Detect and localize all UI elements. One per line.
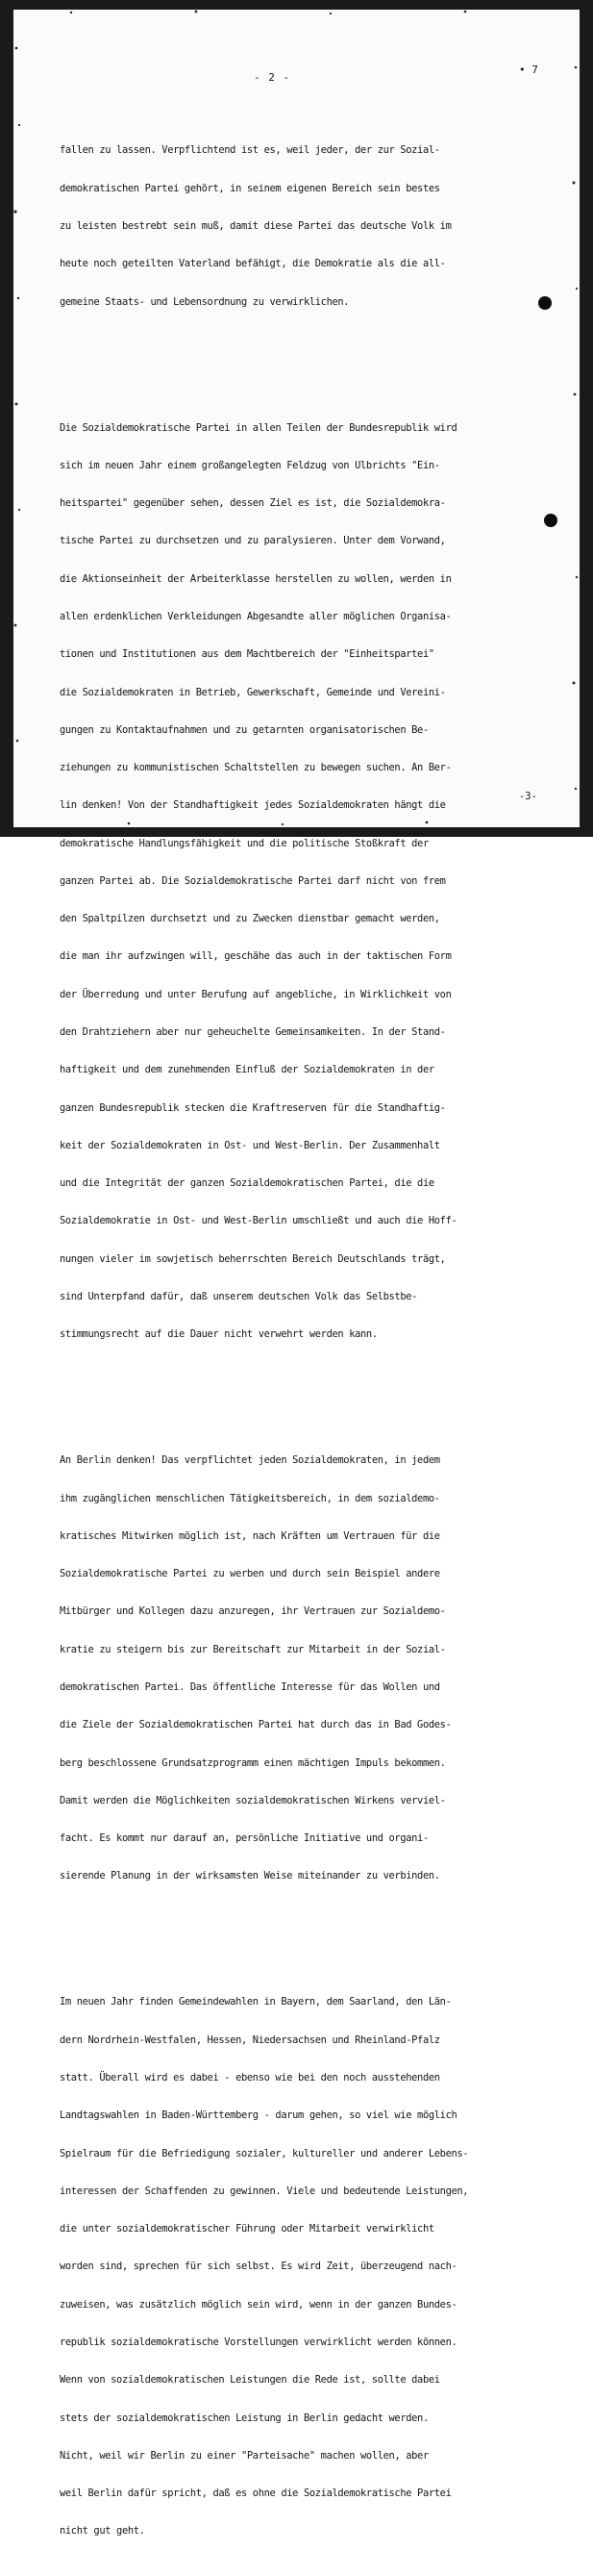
paragraph-gap — [60, 1392, 540, 1404]
text-line: ihm zugänglichen menschlichen Tätigkeitsbereich, in dem sozialdemo- — [60, 1492, 440, 1504]
text-line: allen erdenklichen Verkleidungen Abgesandte aller möglichen Organisa- — [60, 610, 452, 622]
text-line: lin denken! Von der Standhaftigkeit jedes Sozialdemokraten hängt die — [60, 799, 446, 812]
text-line: den Spaltpilzen durchsetzt und zu Zwecken dienstbar gemacht werden, — [60, 913, 440, 925]
corner-mark: • 7 — [519, 63, 538, 76]
text-line: Die Sozialdemokratische Partei in allen Teilen der Bundesrepublik wird — [60, 421, 457, 434]
text-line: sind Unterpfand dafür, daß unserem deutschen Volk das Selbstbe- — [60, 1291, 418, 1302]
text-line: gemeine Staats- und Lebensordnung zu verwirklichen. — [60, 295, 350, 308]
text-line: Sozialdemokratische Partei zu werben und durch sein Beispiel andere — [60, 1568, 440, 1580]
paragraph-1 — [60, 119, 540, 334]
text-line: dern Nordrhein-Westfalen, Hessen, Niedersachsen und Rheinland-Pfalz — [60, 2033, 440, 2046]
text-line: die Sozialdemokraten in Betrieb, Gewerkschaft, Gemeinde und Vereini- — [60, 686, 446, 698]
text-line: die man ihr aufzwingen will, geschähe das auch in der taktischen Form — [60, 950, 452, 963]
paragraph-3 — [60, 1429, 540, 1908]
text-line: stets der sozialdemokratischen Leistung in Berlin gedacht werden. — [60, 2412, 429, 2424]
text-line: heitspartei" gegenüber sehen, dessen Ziel es ist, die Sozialdemokra- — [60, 497, 446, 510]
text-line: interessen der Schaffenden zu gewinnen. Viele und bedeutende Leistungen, — [60, 2185, 469, 2197]
page-number: - 2 - — [254, 71, 291, 84]
text-line: stimmungsrecht auf die Dauer nicht verwehrt werden kann. — [60, 1328, 378, 1341]
text-line: Mitbürger und Kollegen dazu anzuregen, ihr Vertrauen zur Sozialdemo- — [60, 1605, 446, 1618]
text-line: demokratische Handlungsfähigkeit und die politische Stoßkraft der — [60, 837, 429, 849]
text-line: und die Integrität der ganzen Sozialdemokratischen Partei, die die — [60, 1177, 434, 1190]
text-line: Nicht, weil wir Berlin zu einer "Parteisache" machen wollen, aber — [60, 2449, 429, 2462]
text-line: Sozialdemokratie in Ost- und West-Berlin umschließt und auch die Hoff- — [60, 1215, 457, 1227]
text-line: die unter sozialdemokratischer Führung oder Mitarbeit verwirklicht — [60, 2223, 434, 2235]
text-line: die Aktionseinheit der Arbeiterklasse herstellen zu wollen, werden in — [60, 572, 452, 585]
punch-hole-upper — [538, 296, 552, 310]
text-line: ziehungen zu kommunistischen Schaltstellen zu bewegen suchen. An Ber- — [60, 762, 452, 774]
text-line: fallen zu lassen. Verpflichtend ist es, weil jeder, der zur Sozial- — [60, 144, 440, 157]
text-line: republik sozialdemokratische Vorstellungen verwirklicht werden können. — [60, 2336, 457, 2348]
text-line: der Überredung und unter Berufung auf angebliche, in Wirklichkeit von — [60, 988, 452, 1000]
text-line: Wenn von sozialdemokratischen Leistungen die Rede ist, sollte dabei — [60, 2374, 440, 2387]
text-line: facht. Es kommt nur darauf an, persönliche Initiative und organi- — [60, 1832, 429, 1845]
paragraph-gap — [60, 1933, 540, 1946]
paragraph-4 — [60, 1971, 540, 2563]
text-line: statt. Überall wird es dabei - ebenso wie bei den noch ausstehenden — [60, 2072, 440, 2084]
text-line: demokratischen Partei gehört, in seinem eigenen Bereich sein bestes — [60, 182, 440, 194]
paragraph-gap — [60, 359, 540, 371]
paragraph-2 — [60, 396, 540, 1366]
text-line: sich im neuen Jahr einem großangelegten Feldzug von Ulbrichts "Ein- — [60, 459, 440, 471]
text-line: berg beschlossene Grundsatzprogramm einen mächtigen Impuls bekommen. — [60, 1756, 446, 1769]
next-page-number: -3- — [519, 791, 537, 802]
text-line: keit der Sozialdemokraten in Ost- und West-Berlin. Der Zusammenhalt — [60, 1139, 440, 1151]
text-line: worden sind, sprechen für sich selbst. Es wird Zeit, überzeugend nach- — [60, 2260, 457, 2273]
text-line: kratisches Mitwirken möglich ist, nach Kräften um Vertrauen für die — [60, 1529, 440, 1542]
text-line: gungen zu Kontaktaufnahmen und zu getarnten organisatorischen Be- — [60, 723, 429, 736]
text-line: zuweisen, was zusätzlich möglich sein wird, wenn in der ganzen Bundes- — [60, 2298, 457, 2311]
text-line: nungen vieler im sowjetisch beherrschten Bereich Deutschlands trägt, — [60, 1252, 446, 1265]
text-line: zu leisten bestrebt sein muß, damit diese Partei das deutsche Volk im — [60, 219, 452, 232]
text-line: ganzen Partei ab. Die Sozialdemokratische Partei darf nicht von frem — [60, 874, 446, 887]
text-line: ganzen Bundesrepublik stecken die Kraftreserven für die Standhaftig- — [60, 1101, 446, 1114]
text-line: weil Berlin dafür spricht, daß es ohne die Sozialdemokratische Partei — [60, 2488, 452, 2500]
text-line: heute noch geteilten Vaterland befähigt, die Demokratie als die all- — [60, 258, 446, 270]
text-line: Spielraum für die Befriedigung sozialer, kultureller und anderer Lebens- — [60, 2147, 469, 2159]
document-body — [60, 94, 540, 2576]
punch-hole-lower — [544, 514, 557, 527]
text-line: die Ziele der Sozialdemokratischen Partei hat durch das in Bad Godes- — [60, 1719, 452, 1731]
text-line: nicht gut geht. — [60, 2525, 145, 2538]
text-line: demokratischen Partei. Das öffentliche Interesse für das Wollen und — [60, 1681, 440, 1693]
text-line: den Drahtziehern aber nur geheuchelte Gemeinsamkeiten. In der Stand- — [60, 1026, 446, 1039]
text-line: tische Partei zu durchsetzen und zu paralysieren. Unter dem Vorwand, — [60, 535, 446, 547]
text-line: Damit werden die Möglichkeiten sozialdemokratischen Wirkens verviel- — [60, 1794, 446, 1806]
text-line: kratie zu steigern bis zur Bereitschaft zur Mitarbeit in der Sozial- — [60, 1643, 446, 1655]
text-line: Im neuen Jahr finden Gemeindewahlen in Bayern, dem Saarland, den Län- — [60, 1996, 452, 2008]
text-line: An Berlin denken! Das verpflichtet jeden Sozialdemokraten, in jedem — [60, 1454, 440, 1467]
text-line: sierende Planung in der wirksamsten Weise miteinander zu verbinden. — [60, 1870, 440, 1882]
text-line: haftigkeit und dem zunehmenden Einfluß der Sozialdemokraten in der — [60, 1064, 434, 1076]
text-line: Landtagswahlen in Baden-Württemberg - darum gehen, so viel wie möglich — [60, 2109, 457, 2122]
text-line: tionen und Institutionen aus dem Machtbereich der "Einheitspartei" — [60, 648, 434, 661]
